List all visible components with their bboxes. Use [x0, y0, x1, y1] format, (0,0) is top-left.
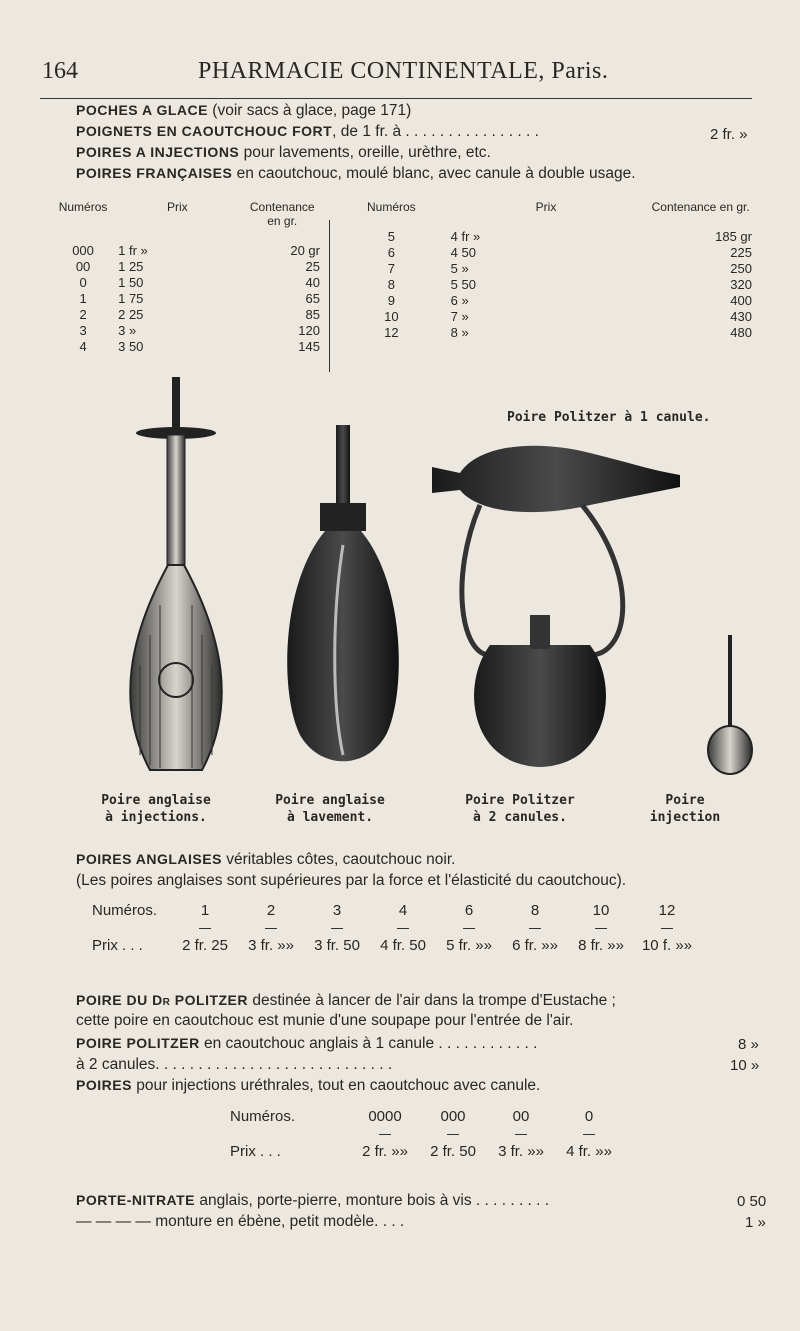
entry-text: anglais, porte-pierre, monture bois à vis . . . . . . . . . — [199, 1192, 550, 1209]
cell-content: 320 — [730, 276, 752, 292]
cell-num: 8 — [387, 276, 395, 292]
entry-porte-nitrate — [76, 1192, 549, 1210]
bulb-lavement-icon — [287, 425, 399, 761]
prix-label: Prix . . . — [230, 1143, 281, 1160]
cell-num: 1 — [79, 290, 87, 306]
entry-name: PORTE-NITRATE — [76, 1192, 196, 1208]
entry-name: POIRES FRANÇAISES — [76, 165, 233, 181]
table-row — [336, 276, 756, 292]
cell-price: 5 50 — [450, 276, 476, 292]
dash-rule — [447, 1134, 459, 1135]
cell-content: 40 — [305, 274, 320, 290]
entry-text: , de 1 fr. à . . . . . . . . . . . . . . . . — [332, 123, 539, 140]
table-row — [336, 244, 756, 260]
caption-line: Poire anglaise — [275, 793, 385, 808]
prix-cell: 5 fr. »» — [446, 937, 492, 954]
table-row — [52, 338, 324, 354]
bulb-politzer-icon — [432, 446, 680, 767]
prix-cell: 4 fr. »» — [566, 1143, 612, 1160]
cell-num: 10 — [384, 308, 399, 324]
dash-rule — [379, 1134, 391, 1135]
entry-politzer-dr — [76, 992, 616, 1010]
dash-rule — [463, 928, 475, 929]
cell-num: 0 — [79, 274, 87, 290]
caption-anglaise-injections — [96, 792, 216, 826]
cell-content: 65 — [305, 290, 320, 306]
entry-price: 10 » — [730, 1057, 760, 1074]
entry-politzer-1-canule — [76, 1035, 537, 1053]
entry-poires-urethrales — [76, 1077, 540, 1095]
cell-num: 7 — [387, 260, 395, 276]
entry-text: en caoutchouc, moulé blanc, avec canule à double usage. — [236, 165, 636, 182]
col-header-prix: Prix — [166, 200, 188, 214]
table-row — [52, 274, 324, 290]
dash-rule — [661, 928, 673, 929]
cell-price: 4 50 — [450, 244, 476, 260]
table-row — [52, 306, 324, 322]
caption-anglaise-lavement — [270, 792, 390, 826]
cell-num: 9 — [387, 292, 395, 308]
caption-line: à injections. — [105, 810, 207, 825]
table-row — [52, 290, 324, 306]
dash-rule — [199, 928, 211, 929]
page-number: 164 — [42, 58, 78, 84]
cell-price: 8 » — [450, 324, 469, 340]
entry-porte-nitrate-ebene: — — — — monture en ébène, petit modèle. . . . — [76, 1213, 405, 1230]
cell-price: 1 75 — [118, 290, 144, 306]
entry-price: 1 » — [745, 1214, 766, 1231]
anglaises-note: (Les poires anglaises sont supérieures par la force et l'élasticité du caoutchouc). — [76, 872, 627, 889]
caption-line: Poire anglaise — [101, 793, 211, 808]
numero-cell: 6 — [464, 902, 474, 919]
dash-rule — [265, 928, 277, 929]
dash-rule — [331, 928, 343, 929]
cell-num: 2 — [79, 306, 87, 322]
caption-injection — [640, 792, 730, 826]
page-header — [0, 58, 800, 98]
entry-text: pour lavements, oreille, urèthre, etc. — [243, 144, 491, 161]
anglaises-price-grid — [92, 902, 792, 972]
caption-line: Poire — [665, 793, 705, 808]
urethrales-price-grid — [230, 1108, 630, 1178]
numero-cell: 0000 — [368, 1108, 402, 1125]
entry-text: véritables côtes, caoutchouc noir. — [226, 851, 456, 868]
entry-poires-anglaises — [76, 851, 455, 869]
prix-cell: 6 fr. »» — [512, 937, 558, 954]
prix-cell: 4 fr. 50 — [380, 937, 426, 954]
entry-name: POIRE POLITZER — [76, 1035, 200, 1051]
prix-cell: 2 fr. 25 — [182, 937, 228, 954]
table-row — [52, 242, 324, 258]
cell-content: 145 — [298, 338, 320, 354]
cell-price: 5 » — [450, 260, 469, 276]
spec-table-right — [336, 200, 756, 340]
entry-name: POIRES ANGLAISES — [76, 851, 222, 867]
entry-name: POIRES A INJECTIONS — [76, 144, 240, 160]
dash-rule — [529, 928, 541, 929]
numero-cell: 000 — [440, 1108, 466, 1125]
numeros-label: Numéros. — [230, 1108, 296, 1125]
cell-price: 6 » — [450, 292, 469, 308]
table-row — [336, 292, 756, 308]
col-header-numeros: Numéros — [366, 200, 416, 214]
header-rule — [40, 98, 752, 99]
page-title: PHARMACIE CONTINENTALE, Paris. — [198, 58, 609, 84]
entry-name: POIRES — [76, 1077, 132, 1093]
dash-rule — [595, 928, 607, 929]
cell-num: 4 — [79, 338, 87, 354]
numero-cell: 2 — [266, 902, 276, 919]
numero-cell: 10 — [592, 902, 610, 919]
entry-text: destinée à lancer de l'air dans la trompe d'Eustache ; — [252, 992, 616, 1009]
numeros-label: Numéros. — [92, 902, 158, 919]
numero-cell: 8 — [530, 902, 540, 919]
cell-price: 4 fr » — [450, 228, 481, 244]
caption-politzer — [460, 792, 580, 826]
col-header-numeros: Numéros — [58, 200, 108, 214]
table-divider — [329, 220, 330, 372]
cell-num: 6 — [387, 244, 395, 260]
numero-cell: 4 — [398, 902, 408, 919]
caption-line: à 2 canules. — [473, 810, 567, 825]
cell-content: 480 — [730, 324, 752, 340]
cell-num: 12 — [384, 324, 399, 340]
table-row — [336, 228, 756, 244]
spec-table-left — [52, 200, 324, 354]
cell-content: 225 — [730, 244, 752, 260]
cell-content: 250 — [730, 260, 752, 276]
entry-name: POIGNETS EN CAOUTCHOUC FORT — [76, 123, 333, 139]
table-row — [336, 324, 756, 340]
cell-content: 185 gr — [715, 228, 752, 244]
entry-price: 0 50 — [737, 1193, 767, 1210]
entry-text: pour injections uréthrales, tout en caoutchouc avec canule. — [136, 1077, 541, 1094]
caption-line: Poire Politzer — [465, 793, 575, 808]
table-row — [336, 260, 756, 276]
politzer-top-caption: Poire Politzer à 1 canule. — [507, 410, 711, 425]
entry-poires-francaises — [76, 165, 636, 183]
cell-price: 3 » — [118, 322, 137, 338]
numero-cell: 12 — [658, 902, 676, 919]
table-row — [52, 258, 324, 274]
cell-price: 1 fr » — [118, 242, 148, 258]
cell-num: 3 — [79, 322, 87, 338]
cell-price: 1 25 — [118, 258, 144, 274]
col-header-contenance: Contenance en gr. — [249, 200, 315, 228]
cell-content: 430 — [730, 308, 752, 324]
cell-price: 3 50 — [118, 338, 144, 354]
cell-content: 20 gr — [290, 242, 320, 258]
prix-cell: 2 fr. 50 — [430, 1143, 476, 1160]
prix-cell: 3 fr. »» — [498, 1143, 544, 1160]
dash-rule — [583, 1134, 595, 1135]
cell-content: 120 — [298, 322, 320, 338]
dash-rule — [515, 1134, 527, 1135]
politzer-text-2: cette poire en caoutchouc est munie d'une soupape pour l'entrée de l'air. — [76, 1012, 574, 1029]
cell-num: 000 — [72, 242, 94, 258]
entry-text: en caoutchouc anglais à 1 canule . . . . . . . . . . . . — [204, 1035, 538, 1052]
col-header-contenance: Contenance en gr. — [651, 200, 750, 214]
numero-cell: 00 — [512, 1108, 530, 1125]
table-row — [336, 308, 756, 324]
prix-cell: 3 fr. 50 — [314, 937, 360, 954]
entry-price: 8 » — [738, 1036, 759, 1053]
entry-poches-glace — [76, 102, 411, 120]
cell-price: 2 25 — [118, 306, 144, 322]
cell-content: 85 — [305, 306, 320, 322]
entry-text: (voir sacs à glace, page 171) — [212, 102, 412, 119]
bulbs-illustration — [120, 375, 760, 785]
entry-politzer-2-canules: à 2 canules. . . . . . . . . . . . . . . . . . . . . . . . . . . . — [76, 1056, 393, 1073]
entry-name: POIRE DU Dr POLITZER — [76, 992, 249, 1008]
cell-num: 5 — [387, 228, 395, 244]
cell-price: 1 50 — [118, 274, 144, 290]
bulb-injection-small-icon — [708, 635, 752, 774]
table-row — [52, 322, 324, 338]
caption-line: injection — [649, 810, 721, 825]
bulb-injection-icon — [130, 377, 221, 770]
numero-cell: 1 — [200, 902, 210, 919]
col-header-prix: Prix — [535, 200, 557, 214]
entry-poires-injections — [76, 144, 491, 162]
prix-label: Prix . . . — [92, 937, 143, 954]
numero-cell: 3 — [332, 902, 342, 919]
entry-price: 2 fr. » — [710, 126, 748, 143]
entry-name: POCHES A GLACE — [76, 102, 208, 118]
entry-poignets — [76, 123, 539, 141]
cell-price: 7 » — [450, 308, 469, 324]
prix-cell: 2 fr. »» — [362, 1143, 408, 1160]
caption-line: à lavement. — [286, 810, 374, 825]
cell-content: 25 — [305, 258, 320, 274]
cell-content: 400 — [730, 292, 752, 308]
numero-cell: 0 — [584, 1108, 594, 1125]
prix-cell: 3 fr. »» — [248, 937, 294, 954]
cell-num: 00 — [75, 258, 91, 274]
prix-cell: 10 f. »» — [641, 937, 693, 954]
dash-rule — [397, 928, 409, 929]
prix-cell: 8 fr. »» — [578, 937, 624, 954]
